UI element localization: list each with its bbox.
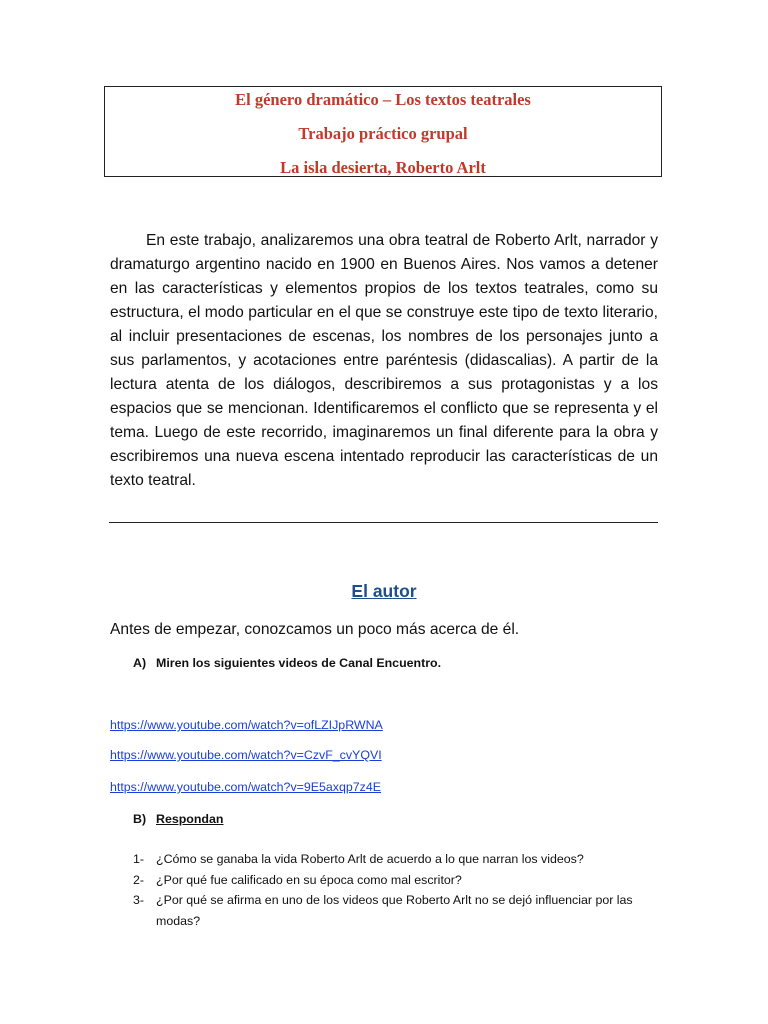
intro-paragraph: En este trabajo, analizaremos una obra teatral de Roberto Arlt, narrador y dramaturgo argentino nacido en 1900 en Buenos Aires. Nos vamos a detener en las características y elementos propios de los textos teatrales, como su estructura, el modo particular en el que se construye este tipo de texto literario, al incluir presentaciones de escenas, los nombres de los personajes junto a sus parlamentos, y acotaciones entre paréntesis (didascalias). A partir de la lectura atenta de los diálogos, describiremos a sus protagonistas y a los espacios que se mencionan. Identificaremos el conflicto que se representa y el tema. Luego de este recorrido, imaginaremos un final diferente para la obra y escribiremos una nueva escena intentado reproducir las características de un texto teatral. xyxy=(110,232,658,489)
question-number: 2- xyxy=(133,873,145,887)
video-link-2[interactable]: https://www.youtube.com/watch?v=CzvF_cvYQVI xyxy=(110,748,382,762)
question-item xyxy=(133,890,653,932)
assignment-title: Trabajo práctico grupal xyxy=(298,124,468,143)
horizontal-divider xyxy=(109,522,658,523)
question-text: ¿Cómo se ganaba la vida Roberto Arlt de acuerdo a lo que narran los videos? xyxy=(156,852,584,866)
question-text: ¿Por qué se afirma en uno de los videos que Roberto Arlt no se dejó influenciar por las modas? xyxy=(156,893,633,928)
title-box xyxy=(104,86,662,177)
section-lead-text: Antes de empezar, conozcamos un poco más acerca de él. xyxy=(110,621,520,638)
video-link-3[interactable]: https://www.youtube.com/watch?v=9E5axqp7z4E xyxy=(110,780,382,794)
instruction-a xyxy=(133,654,441,672)
instruction-b-text: Respondan xyxy=(156,812,224,826)
question-item xyxy=(133,849,653,870)
instruction-b-marker: B) xyxy=(133,812,147,826)
instruction-a-text: Miren los siguientes videos de Canal Encuentro. xyxy=(156,656,442,670)
work-title: La isla desierta, Roberto Arlt xyxy=(280,158,486,177)
instruction-a-marker: A) xyxy=(133,656,147,670)
question-text: ¿Por qué fue calificado en su época como mal escritor? xyxy=(156,873,462,887)
section-heading-author: El autor xyxy=(351,581,417,601)
video-link-1[interactable]: https://www.youtube.com/watch?v=ofLZIJpRWNA xyxy=(110,718,383,732)
question-number: 1- xyxy=(133,852,145,866)
instruction-b xyxy=(133,810,223,828)
genre-title: El género dramático – Los textos teatrales xyxy=(235,90,531,109)
question-item xyxy=(133,870,653,891)
question-number: 3- xyxy=(133,893,145,907)
